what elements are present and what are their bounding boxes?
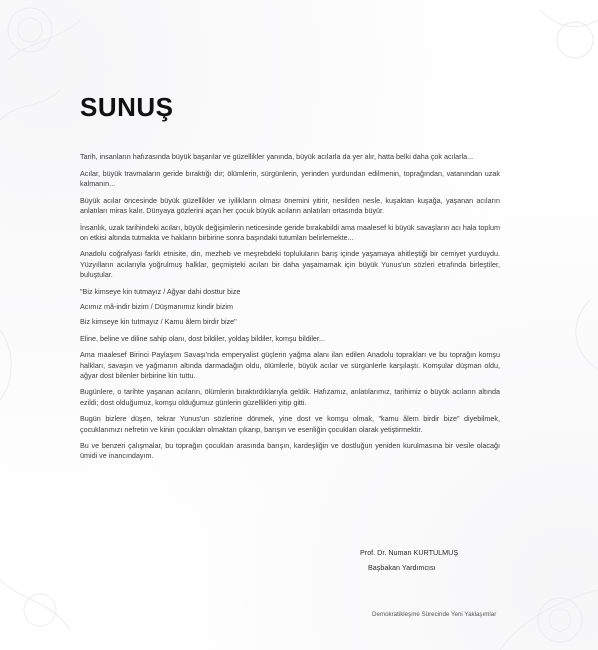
paragraph: Büyük acılar öncesinde büyük güzellikler ve iyilikların olması önemini yitirir, nesilden nesle, kuşaktan kuşağa, yaşanan acıların anlatıları miras kalır. Dünyaya gözlerini açan her çocuk büyük acıların anlatıları ortasında büyür. bbox=[80, 195, 500, 215]
paragraph: Tarih, insanların hafızasında büyük başarılar ve güzellikler yanında, büyük acılarla da yer alır, hatta belki daha çok acılarla... bbox=[80, 152, 474, 161]
paragraph: Acılar, büyük travmaların geride bıraktığı dır; ölümlerin, sürgünlerin, yerinden yurdundan edilmenin, toprağından, vatanından uzak kalmanın... bbox=[80, 168, 500, 188]
paragraph: İnsanlık, uzak tarihindeki acıları, büyük değişimlerin neticesinde geride bırakabildi ama maalesef ki büyük savaşların acı hala toplum on etkisi altında tutmakta ve hakların birbirine sonra başındaki tutumları belirlemekte... bbox=[80, 222, 500, 242]
poem-line: "Biz kimseye kin tutmayız / Ağyar dahi dosttur bize bbox=[80, 286, 241, 296]
paragraph: Eline, beline ve diline sahip olanı, dost bildiler, yoldaş bildiler, komşu bildiler... bbox=[80, 333, 325, 343]
signatory-name: Prof. Dr. Numan KURTULMUŞ bbox=[360, 548, 459, 557]
paragraph: Bugünlere, o tarihte yaşanan acıların, ölümlerin bıraktırdıklarıyla geldik. Hafızamız, anlatılarımız, tarihimiz o büyük acıların altında ezildi; dost olduğumuz, komşu olduğumuz günlerin güzellikleri yitip gitti. bbox=[80, 387, 500, 407]
paragraph: Anadolu coğrafyası farklı etnisite, din, mezheb ve meşrebdeki topluluların barış içinde yaşamaya ahitleştiği bir cemiyet yurduydu. Yüzyılların acılarıyla yoğrulmuş halklar, geçmişteki acıları bir daha yaşamamak için büyük Yunus'un sözleri etrafında birleştiler, buluştular. bbox=[80, 249, 500, 279]
signatory-title: Başbakan Yardımcısı bbox=[368, 563, 436, 572]
foreword-body bbox=[80, 152, 500, 468]
paragraph: Ama maalesef Birinci Paylaşım Savaşı'nda emperyalist güçlerin yağma alanı ilan edilen Anadolu toprakları ve bu toprağın komşu halkları, savaşın ve yağmanın altında darmadağın oldu, ölümlerle, büyük acılar ve sürgünlerle karşılaştı. Komşular düşman oldu, ağyar dost bilenler birbirine kin tuttu. bbox=[80, 350, 500, 380]
page-footer: Demokratikleşme Sürecinde Yeni Yaklaşımlar bbox=[372, 611, 497, 618]
signature-block bbox=[360, 545, 458, 575]
poem-line: Acımız mâ-indir bizim / Düşmanımız kindir bizim bbox=[80, 301, 233, 311]
paragraph: Bugün bizlere düşen, tekrar Yunus'un sözlerine dönmek, yine dost ve komşu olmak, "kamu âlem birdir bize" diyebilmek, çocuklarımızı nefretin ve kinin çocukları olmaktan çıkarıp, barışın ve esenliğin çocukları olarak yetiştirmektir. bbox=[80, 414, 500, 434]
poem-line: Biz kimseye kin tutmayız / Kamu âlem birdir bize" bbox=[80, 316, 237, 326]
page-title: SUNUŞ bbox=[80, 92, 174, 122]
paragraph: Bu ve benzeri çalışmalar, bu toprağın çocukları arasında barışın, kardeşliğin ve dostluğun yeniden kurulmasına bir vesile olacağı ümidi ve inancındayım. bbox=[80, 441, 500, 461]
